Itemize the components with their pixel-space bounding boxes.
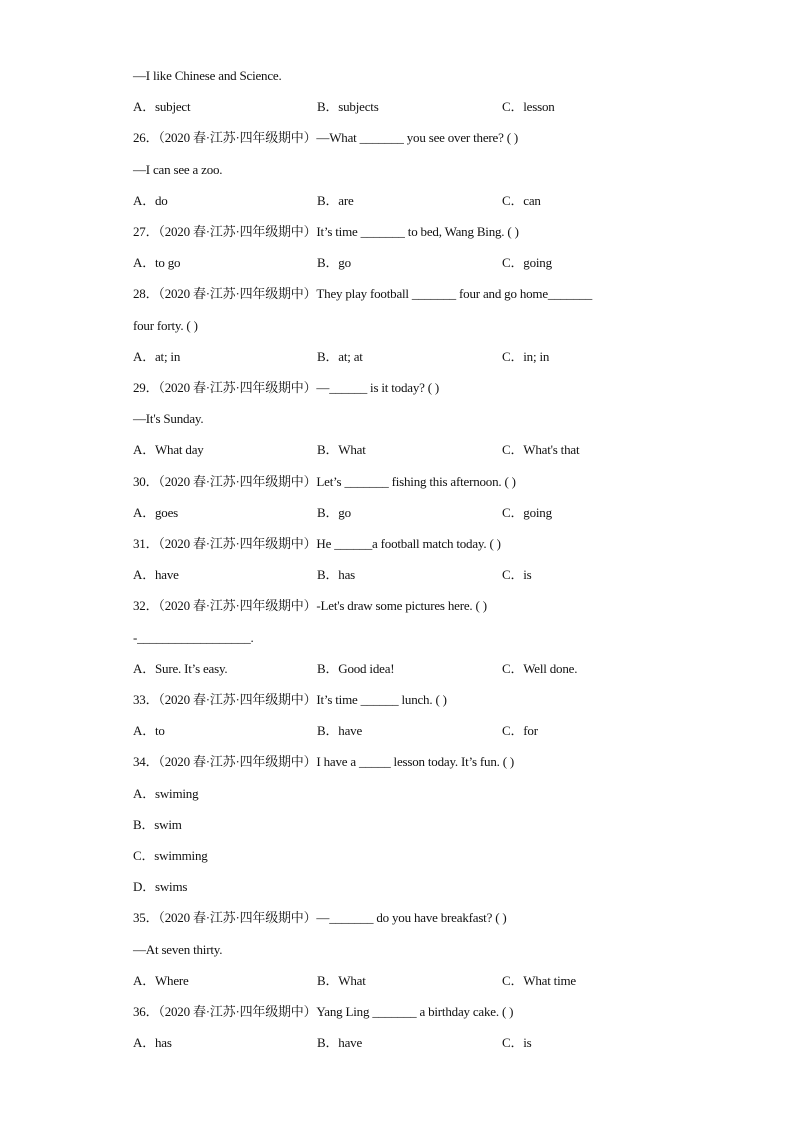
- option-b: B．subjects: [317, 99, 379, 114]
- text-line: four forty. ( ): [133, 318, 198, 333]
- text-line: 36．（2020 春·江苏·四年级期中）Yang Ling _______ a birthday cake. ( ): [133, 1004, 514, 1019]
- option-b: B．go: [317, 255, 351, 270]
- text-line: 35．（2020 春·江苏·四年级期中）—_______ do you have breakfast? ( ): [133, 910, 507, 925]
- option-a: A．Sure. It’s easy.: [133, 661, 228, 676]
- option-a: A．to go: [133, 255, 181, 270]
- text-line: -__________________.: [133, 630, 254, 645]
- option-b: B．at; at: [317, 349, 363, 364]
- option-c: C．Well done.: [502, 661, 578, 676]
- text-line: 26．（2020 春·江苏·四年级期中）—What _______ you see over there? ( ): [133, 130, 519, 145]
- option-a: A．goes: [133, 505, 179, 520]
- option-b: B．What: [317, 442, 366, 457]
- option-a: A．What day: [133, 442, 204, 457]
- text-line: 29．（2020 春·江苏·四年级期中）—______ is it today? ( ): [133, 380, 440, 395]
- text-line: 27．（2020 春·江苏·四年级期中）It’s time _______ to bed, Wang Bing. ( ): [133, 224, 519, 239]
- text-line: —It's Sunday.: [133, 411, 204, 426]
- text-line: 31．（2020 春·江苏·四年级期中）He ______a football match today. ( ): [133, 536, 501, 551]
- option-c: C．lesson: [502, 99, 555, 114]
- option-c: C．What time: [502, 973, 576, 988]
- text-line: C．swimming: [133, 848, 208, 863]
- text-line: 30．（2020 春·江苏·四年级期中）Let’s _______ fishing this afternoon. ( ): [133, 474, 516, 489]
- option-b: B．has: [317, 567, 356, 582]
- text-line: 32．（2020 春·江苏·四年级期中）-Let's draw some pictures here. ( ): [133, 598, 487, 613]
- option-c: C．is: [502, 567, 532, 582]
- option-a: A．subject: [133, 99, 191, 114]
- text-line: 28．（2020 春·江苏·四年级期中）They play football _______ four and go home_______: [133, 286, 592, 301]
- option-c: C．in; in: [502, 349, 550, 364]
- option-c: C．going: [502, 505, 552, 520]
- option-b: B．go: [317, 505, 351, 520]
- option-b: B．What: [317, 973, 366, 988]
- text-line: D．swims: [133, 879, 188, 894]
- option-a: A．Where: [133, 973, 189, 988]
- option-c: C．can: [502, 193, 541, 208]
- text-line: —I like Chinese and Science.: [133, 68, 282, 83]
- option-a: A．has: [133, 1035, 172, 1050]
- text-line: A．swiming: [133, 786, 199, 801]
- option-b: B．have: [317, 723, 363, 738]
- option-b: B．have: [317, 1035, 363, 1050]
- option-c: C．for: [502, 723, 538, 738]
- option-c: C．going: [502, 255, 552, 270]
- option-b: B．are: [317, 193, 354, 208]
- option-c: C．is: [502, 1035, 532, 1050]
- option-a: A．have: [133, 567, 179, 582]
- option-a: A．to: [133, 723, 165, 738]
- text-line: —I can see a zoo.: [133, 162, 223, 177]
- text-line: —At seven thirty.: [133, 942, 223, 957]
- option-b: B．Good idea!: [317, 661, 395, 676]
- text-line: 33．（2020 春·江苏·四年级期中）It’s time ______ lunch. ( ): [133, 692, 447, 707]
- option-a: A．at; in: [133, 349, 181, 364]
- option-a: A．do: [133, 193, 168, 208]
- text-line: B．swim: [133, 817, 182, 832]
- text-line: 34．（2020 春·江苏·四年级期中）I have a _____ lesson today. It’s fun. ( ): [133, 754, 515, 769]
- option-c: C．What's that: [502, 442, 580, 457]
